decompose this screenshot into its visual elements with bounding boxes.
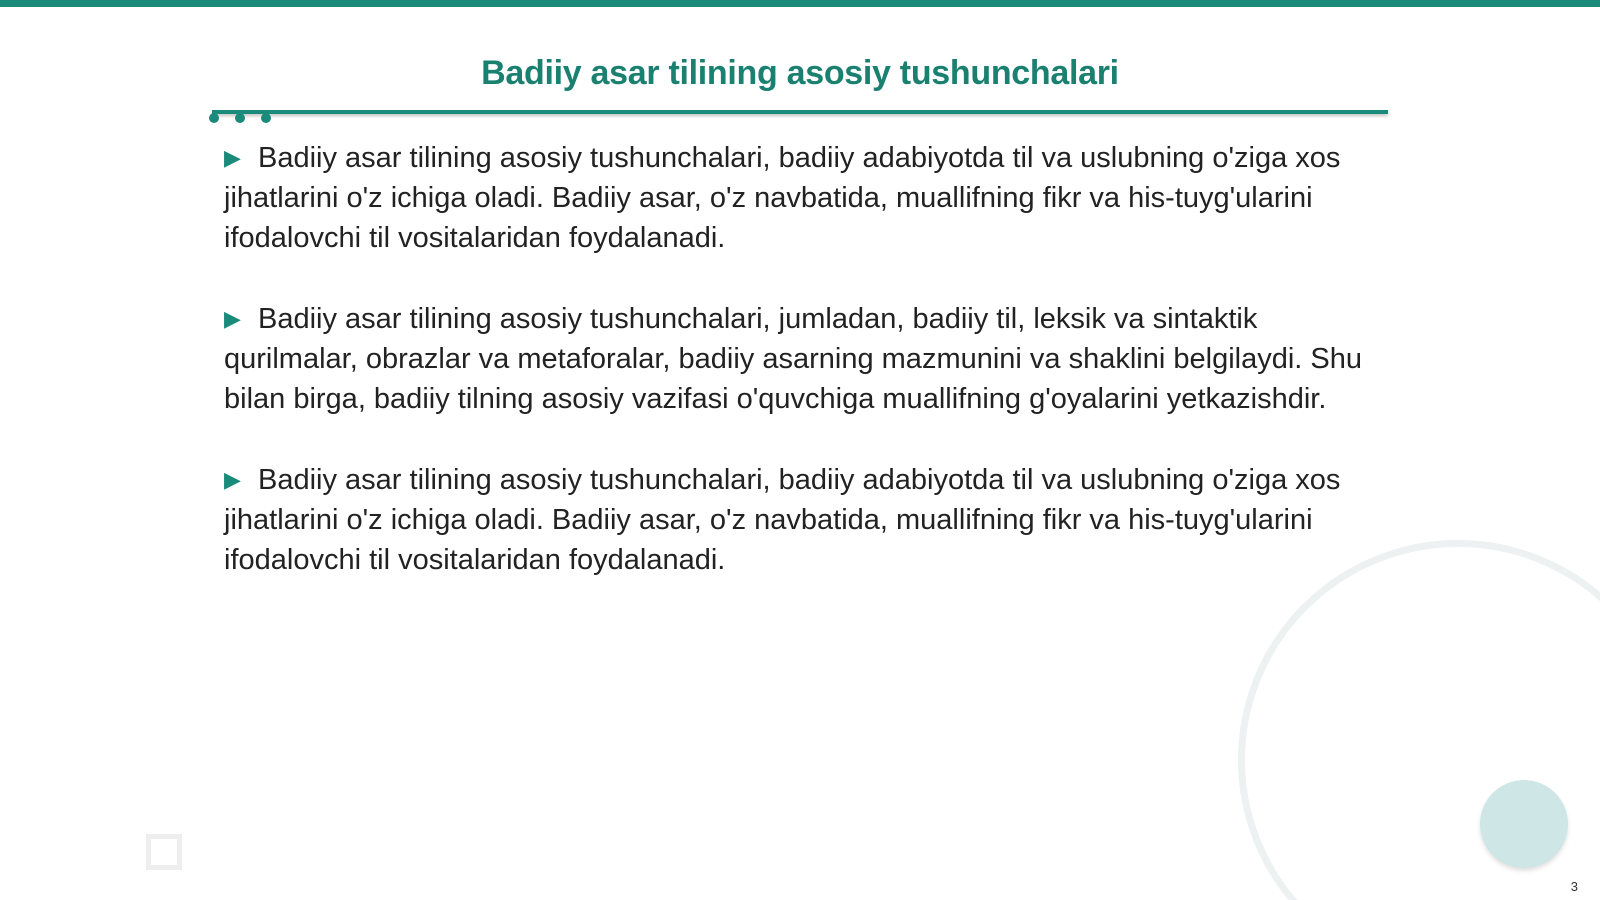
decor-square <box>146 834 182 870</box>
bullet-item <box>224 460 1374 580</box>
bullet-text: Badiiy asar tilining asosiy tushunchalari, jumladan, badiiy til, leksik va sintaktik qurilmalar, obrazlar va metaforalar, badiiy asarning mazmunini va shaklini belgilaydi. Shu bilan birga, badiiy tilning asosiy vazifasi o'quvchiga muallifning g'oyalarini yetkazishdir. <box>224 303 1363 415</box>
triangle-bullet-icon: ▶ <box>224 306 241 331</box>
bullet-text: Badiiy asar tilining asosiy tushunchalari, badiiy adabiyotda til va uslubning o'ziga xos jihatlarini o'z ichiga oladi. Badiiy asar, o'z navbatida, muallifning fikr va his-tuyg'ularini ifodalovchi til vositalaridan foydalanadi. <box>224 142 1341 254</box>
triangle-bullet-icon: ▶ <box>224 467 241 492</box>
top-accent-bar <box>0 0 1600 7</box>
decor-dot <box>209 113 219 123</box>
decor-dot <box>235 113 245 123</box>
page-number: 3 <box>1570 879 1578 894</box>
bullet-item <box>224 138 1374 258</box>
title-underline <box>212 110 1388 114</box>
decor-dot <box>261 113 271 123</box>
bullet-text: Badiiy asar tilining asosiy tushunchalari, badiiy adabiyotda til va uslubning o'ziga xos jihatlarini o'z ichiga oladi. Badiiy asar, o'z navbatida, muallifning fikr va his-tuyg'ularini ifodalovchi til vositalaridan foydalanadi. <box>224 464 1341 576</box>
slide-title: Badiiy asar tilining asosiy tushunchalari <box>481 54 1119 92</box>
triangle-bullet-icon: ▶ <box>224 145 241 170</box>
bullet-list <box>224 138 1374 621</box>
decor-circle <box>1480 780 1568 868</box>
bullet-item <box>224 299 1374 419</box>
